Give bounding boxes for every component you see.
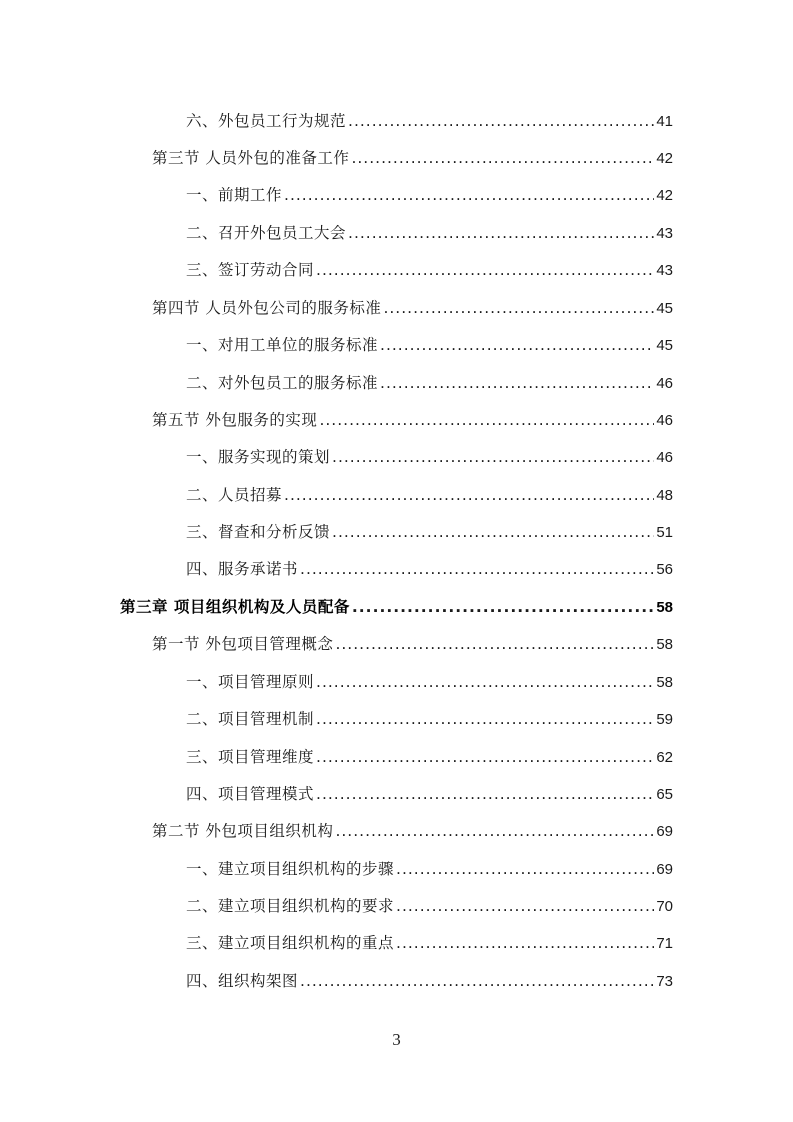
toc-entry-page: 58	[656, 599, 673, 616]
toc-entry[interactable]	[186, 556, 673, 582]
toc-entry[interactable]	[186, 968, 673, 994]
toc-entry-title: 第三节 人员外包的准备工作	[152, 149, 350, 167]
toc-entry[interactable]	[152, 295, 673, 321]
toc-entry-page: 69	[656, 823, 673, 840]
toc-entry-page: 56	[656, 561, 673, 578]
toc-entry-page: 73	[656, 973, 673, 990]
toc-entry[interactable]	[186, 332, 673, 358]
toc-entry[interactable]	[186, 706, 673, 732]
dot-leader	[332, 444, 654, 470]
toc-entry[interactable]	[152, 145, 673, 171]
toc-entry-title: 二、人员招募	[186, 486, 283, 504]
toc-entry-title: 一、项目管理原则	[186, 673, 315, 691]
dot-leader	[335, 818, 654, 844]
dot-leader	[316, 257, 654, 283]
toc-entry[interactable]	[186, 893, 673, 919]
toc-entry-title: 第二节 外包项目组织机构	[152, 822, 334, 840]
toc-entry[interactable]	[186, 781, 673, 807]
toc-entry-title: 四、组织构架图	[186, 972, 299, 990]
dot-leader	[284, 182, 654, 208]
toc-entry-page: 59	[656, 711, 673, 728]
toc-entry[interactable]	[186, 519, 673, 545]
page-number: 3	[392, 1030, 401, 1049]
dot-leader	[284, 482, 654, 508]
toc-entry-title: 二、项目管理机制	[186, 710, 315, 728]
toc-entry-title: 二、对外包员工的服务标准	[186, 374, 379, 392]
toc-entry[interactable]	[186, 856, 673, 882]
dot-leader	[319, 407, 654, 433]
dot-leader	[396, 856, 654, 882]
toc-entry[interactable]	[186, 930, 673, 956]
toc-entry-page: 43	[656, 262, 673, 279]
toc-entry-title: 一、建立项目组织机构的步骤	[186, 860, 395, 878]
toc-entry-page: 71	[656, 935, 673, 952]
dot-leader	[335, 631, 654, 657]
dot-leader	[316, 781, 654, 807]
toc-entry-title: 第三章 项目组织机构及人员配备	[120, 598, 350, 616]
toc-entry-page: 46	[656, 375, 673, 392]
toc-entry-page: 45	[656, 337, 673, 354]
toc-entry-page: 58	[656, 636, 673, 653]
toc-entry-title: 一、前期工作	[186, 186, 283, 204]
dot-leader	[332, 519, 654, 545]
toc-entry[interactable]	[186, 669, 673, 695]
dot-leader	[380, 332, 654, 358]
dot-leader	[348, 220, 654, 246]
toc-entry-page: 48	[656, 487, 673, 504]
toc-entry[interactable]	[186, 370, 673, 396]
dot-leader	[352, 594, 654, 620]
toc-entry-page: 42	[656, 150, 673, 167]
toc-entry[interactable]	[186, 182, 673, 208]
toc-entry-title: 二、建立项目组织机构的要求	[186, 897, 395, 915]
toc-entry[interactable]	[186, 108, 673, 134]
dot-leader	[316, 669, 654, 695]
toc-entry[interactable]	[152, 407, 673, 433]
toc-entry-title: 一、对用工单位的服务标准	[186, 336, 379, 354]
toc-entry-title: 第五节 外包服务的实现	[152, 411, 318, 429]
toc-entry[interactable]	[152, 631, 673, 657]
toc-entry-page: 46	[656, 412, 673, 429]
toc-entry-page: 69	[656, 861, 673, 878]
toc-entry-page: 46	[656, 449, 673, 466]
toc-entry-chapter[interactable]	[120, 594, 673, 620]
toc-entry[interactable]	[152, 818, 673, 844]
dot-leader	[380, 370, 654, 396]
dot-leader	[348, 108, 654, 134]
toc-entry-title: 三、建立项目组织机构的重点	[186, 934, 395, 952]
toc-entry-page: 70	[656, 898, 673, 915]
toc-entry-page: 58	[656, 674, 673, 691]
toc-entry-title: 三、项目管理维度	[186, 748, 315, 766]
toc-entry-title: 四、服务承诺书	[186, 560, 299, 578]
toc-entry-page: 43	[656, 225, 673, 242]
toc-entry[interactable]	[186, 257, 673, 283]
toc-entry-page: 65	[656, 786, 673, 803]
toc-entry-title: 第一节 外包项目管理概念	[152, 635, 334, 653]
toc-entry-title: 三、签订劳动合同	[186, 261, 315, 279]
dot-leader	[383, 295, 654, 321]
dot-leader	[316, 706, 654, 732]
dot-leader	[300, 556, 654, 582]
toc-entry[interactable]	[186, 220, 673, 246]
toc-entry-title: 二、召开外包员工大会	[186, 224, 347, 242]
dot-leader	[396, 893, 654, 919]
toc-entry-page: 41	[656, 113, 673, 130]
toc-entry-title: 一、服务实现的策划	[186, 448, 331, 466]
dot-leader	[316, 744, 654, 770]
toc-entry-title: 第四节 人员外包公司的服务标准	[152, 299, 382, 317]
toc-entry-title: 四、项目管理模式	[186, 785, 315, 803]
dot-leader	[351, 145, 654, 171]
toc-entry-title: 三、督查和分析反馈	[186, 523, 331, 541]
toc-entry[interactable]	[186, 482, 673, 508]
toc-entry-page: 51	[656, 524, 673, 541]
toc-entry[interactable]	[186, 744, 673, 770]
toc-entry-page: 62	[656, 749, 673, 766]
toc-entry-page: 42	[656, 187, 673, 204]
dot-leader	[396, 930, 654, 956]
dot-leader	[300, 968, 654, 994]
toc-entry-title: 六、外包员工行为规范	[186, 112, 347, 130]
toc-entry[interactable]	[186, 444, 673, 470]
toc-entry-page: 45	[656, 300, 673, 317]
